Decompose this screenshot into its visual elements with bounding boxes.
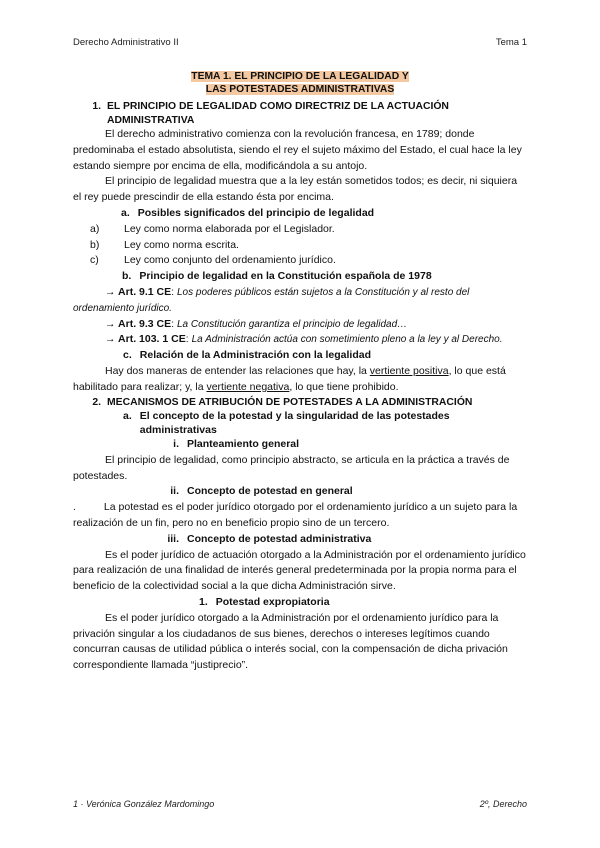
title-line-2: LAS POTESTADES ADMINISTRATIVAS	[205, 84, 395, 95]
article-quote: La Constitución garantiza el principio de legalidad…	[176, 318, 408, 330]
section-2-number: 2.	[92, 396, 101, 408]
subsection-title: El concepto de la potestad y la singularidad de las potestades administrativas	[139, 410, 450, 437]
subsection-a-heading	[73, 206, 527, 222]
article-sep: :	[185, 333, 192, 346]
list-item	[73, 238, 527, 254]
paragraph: El derecho administrativo comienza con la revolución francesa, en 1789; donde predominaba el estado absolutista, siendo el rey el sujeto máximo del Estado, el cual hace la ley estando siempre por encima de ella, modificándola a su antojo.	[73, 128, 522, 172]
point-iii-heading	[73, 532, 527, 548]
subsection-title: Posibles significados del principio de legalidad	[137, 206, 375, 219]
article-quote: Los poderes públicos están sujetos a la Constitución y al resto del ordenamiento jurídico.	[73, 286, 470, 314]
text-run: , lo que está habilitado para realizar; y, la	[73, 364, 506, 393]
point-1-heading	[73, 595, 527, 611]
article-ref: → Art. 103. 1 CE	[105, 333, 186, 346]
article-sep: :	[171, 285, 177, 298]
text-run: La potestad es el poder jurídico otorgado por el ordenamiento jurídico a un sujeto para la realización de un fin, pero no en beneficio propio sino de un tercero.	[73, 501, 518, 530]
subsection-number: a.	[123, 410, 132, 423]
point-number: ii.	[170, 485, 179, 498]
page-content	[73, 70, 527, 674]
section-2-heading	[73, 396, 527, 410]
subsection-b-heading	[73, 269, 527, 285]
subsection-number: c.	[123, 349, 132, 362]
article-sep: :	[171, 317, 177, 330]
list-marker: b)	[90, 238, 100, 251]
subsection-number: b.	[122, 270, 132, 283]
list-text: Ley como norma escrita.	[124, 238, 239, 251]
section-1-number: 1.	[92, 101, 101, 112]
subsection-title: Relación de la Administración con la legalidad	[139, 349, 372, 362]
subsection-c-heading	[73, 348, 527, 364]
point-number: i.	[173, 438, 179, 451]
list-item	[73, 222, 527, 238]
article-citation	[73, 332, 527, 348]
stray-dot: .	[73, 501, 76, 514]
footer-course: 2º, Derecho	[479, 799, 527, 809]
paragraph: Es el poder jurídico de actuación otorgado a la Administración por el ordenamiento jurídico para realización de una finalidad de interés general predeterminada por la propia norma para el beneficio de la colectividad social a la que dicha Administración sirve.	[73, 548, 526, 593]
footer-author: 1 · Verónica González Mardomingo	[73, 799, 215, 809]
page-title	[73, 70, 527, 96]
point-title: Potestad expropiatoria	[215, 596, 330, 609]
section-1-heading	[73, 100, 527, 127]
text-run: Hay dos maneras de entender las relaciones que hay, la	[105, 364, 370, 377]
section-2-title: MECANISMOS DE ATRIBUCIÓN DE POTESTADES A LA ADMINISTRACIÓN	[107, 396, 473, 408]
article-citation	[73, 317, 527, 333]
section-1-title: EL PRINCIPIO DE LEGALIDAD COMO DIRECTRIZ DE LA ACTUACIÓN ADMINISTRATIVA	[107, 101, 449, 126]
subsection-number: a.	[121, 206, 130, 219]
point-i-heading	[73, 437, 527, 453]
paragraph	[73, 500, 527, 532]
title-line-1: TEMA 1. EL PRINCIPIO DE LA LEGALIDAD Y	[191, 71, 409, 82]
list-item	[73, 253, 527, 269]
paragraph	[73, 364, 527, 396]
vertiente-positiva: vertiente positiva	[369, 364, 449, 377]
subsection-2a-heading	[73, 409, 527, 437]
point-ii-heading	[73, 484, 527, 500]
article-ref: → Art. 9.3 CE	[105, 317, 172, 330]
point-title: Concepto de potestad administrativa	[187, 532, 372, 545]
point-title: Planteamiento general	[187, 438, 300, 451]
vertiente-negativa: vertiente negativa	[206, 380, 290, 393]
text-run: , lo que tiene prohibido.	[289, 380, 399, 393]
list-marker: a)	[90, 222, 100, 235]
point-number: iii.	[167, 532, 179, 545]
article-ref: → Art. 9.1 CE	[105, 285, 172, 298]
article-quote: La Administración actúa con sometimiento pleno a la ley y al Derecho.	[191, 334, 503, 346]
list-text: Ley como norma elaborada por el Legislador.	[124, 222, 335, 235]
paragraph: Es el poder jurídico otorgado a la Administración por el ordenamiento jurídico para la privación singular a los ciudadanos de sus bienes, derechos o intereses legítimos cuando concurran causas de utilidad pública o interés social, con la compensación de dicha privación correspondiente llamada “justiprecio”.	[73, 611, 508, 672]
header-topic: Tema 1	[495, 37, 527, 48]
list-marker: c)	[90, 254, 99, 267]
paragraph: El principio de legalidad muestra que a la ley están sometidos todos; es decir, ni siquiera el rey puede prescindir de ella estando ésta por encima.	[73, 175, 518, 204]
point-number: 1.	[199, 596, 208, 609]
article-citation	[73, 285, 527, 317]
subsection-title: Principio de legalidad en la Constitución española de 1978	[139, 270, 432, 283]
header-course: Derecho Administrativo II	[73, 37, 179, 48]
list-text: Ley como conjunto del ordenamiento jurídico.	[124, 254, 336, 267]
point-title: Concepto de potestad en general	[187, 485, 353, 498]
paragraph: El principio de legalidad, como principio abstracto, se articula en la práctica a través de potestades.	[73, 453, 510, 482]
